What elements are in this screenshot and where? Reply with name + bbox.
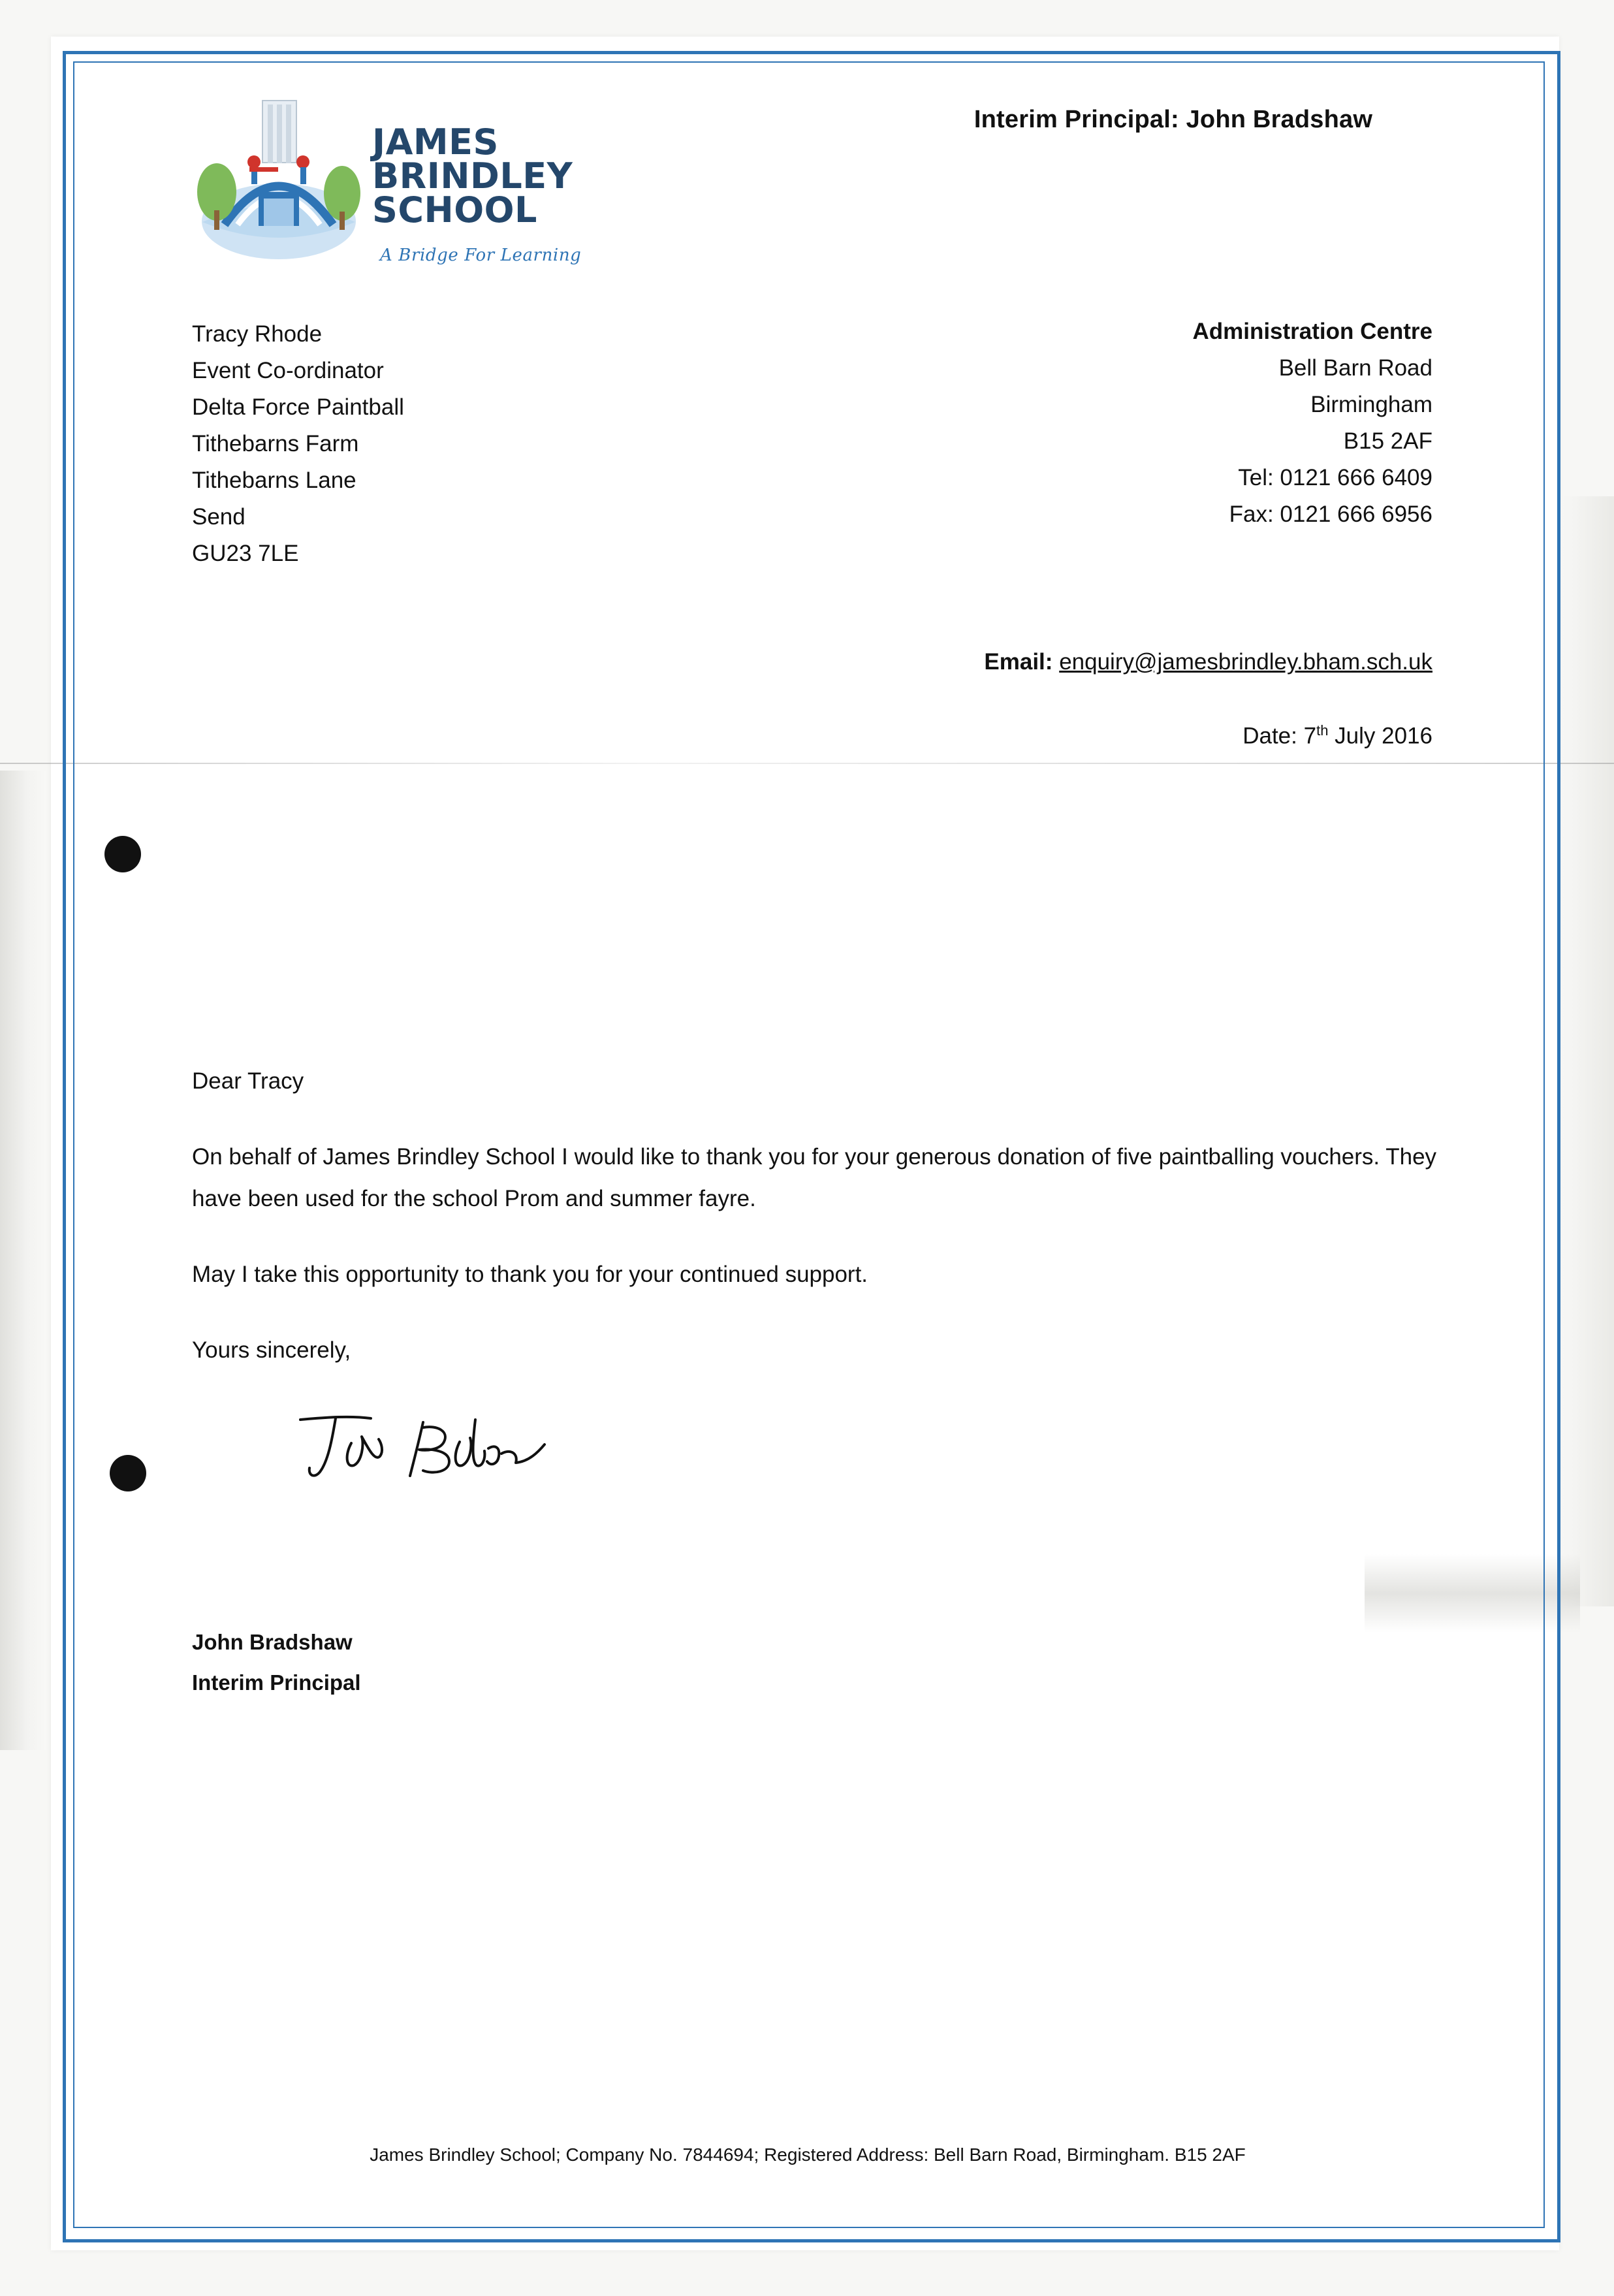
closing: Yours sincerely, <box>192 1337 351 1363</box>
school-logo <box>191 94 609 310</box>
sender-phone: Tel: 0121 666 6409 <box>1238 465 1432 490</box>
signature-block <box>192 1622 361 1703</box>
sender-fax: Fax: 0121 666 6956 <box>1229 502 1432 527</box>
date-rest: July 2016 <box>1335 723 1432 749</box>
date-line <box>1242 722 1432 750</box>
sender-title: Administration Centre <box>1192 319 1432 344</box>
school-tagline: A Bridge For Learning <box>380 246 582 265</box>
email-label: Email: <box>984 649 1053 675</box>
signer-name: John Bradshaw <box>192 1630 353 1654</box>
email-line <box>984 649 1432 675</box>
scan-artifact-left <box>0 771 46 1750</box>
recipient-line: Tithebarns Farm <box>192 431 359 456</box>
salutation: Dear Tracy <box>192 1068 304 1094</box>
recipient-line: Tithebarns Lane <box>192 468 356 493</box>
recipient-line: Send <box>192 504 245 530</box>
recipient-line: GU23 7LE <box>192 541 299 566</box>
letter-content <box>73 61 1542 2225</box>
body-paragraph-2: May I take this opportunity to thank you for your continued support. <box>192 1262 868 1287</box>
sender-line: Birmingham <box>1310 392 1432 417</box>
sender-line: Bell Barn Road <box>1278 355 1432 381</box>
letter-body <box>192 1060 1439 1405</box>
body-paragraph-1: On behalf of James Brindley School I would like to thank you for your generous donation of five paintballing vouchers. They have been used for the school Prom and summer fayre. <box>192 1144 1437 1211</box>
scan-artifact-right <box>1555 496 1614 1606</box>
recipient-line: Tracy Rhode <box>192 321 323 347</box>
signer-role: Interim Principal <box>192 1670 361 1695</box>
logo-line-1: JAMES <box>372 121 499 163</box>
sender-line: B15 2AF <box>1343 428 1432 454</box>
handwritten-signature <box>289 1405 595 1503</box>
logo-line-3: SCHOOL <box>372 189 537 231</box>
bridge-logo-icon <box>191 94 367 267</box>
school-name <box>372 121 573 231</box>
recipient-line: Event Co-ordinator <box>192 358 384 383</box>
principal-header: Interim Principal: John Bradshaw <box>973 106 1373 133</box>
date-day: 7 <box>1303 723 1317 749</box>
recipient-address <box>192 316 404 572</box>
date-ordinal: th <box>1316 722 1329 739</box>
sender-address <box>1192 313 1432 533</box>
recipient-line: Delta Force Paintball <box>192 394 404 420</box>
date-label: Date: <box>1242 723 1297 749</box>
email-link[interactable]: enquiry@jamesbrindley.bham.sch.uk <box>1059 649 1432 675</box>
page-footer: James Brindley School; Company No. 7844694; Registered Address: Bell Barn Road, Birmingham. B15 2AF <box>370 2145 1246 2165</box>
logo-line-2: BRINDLEY <box>372 155 573 197</box>
